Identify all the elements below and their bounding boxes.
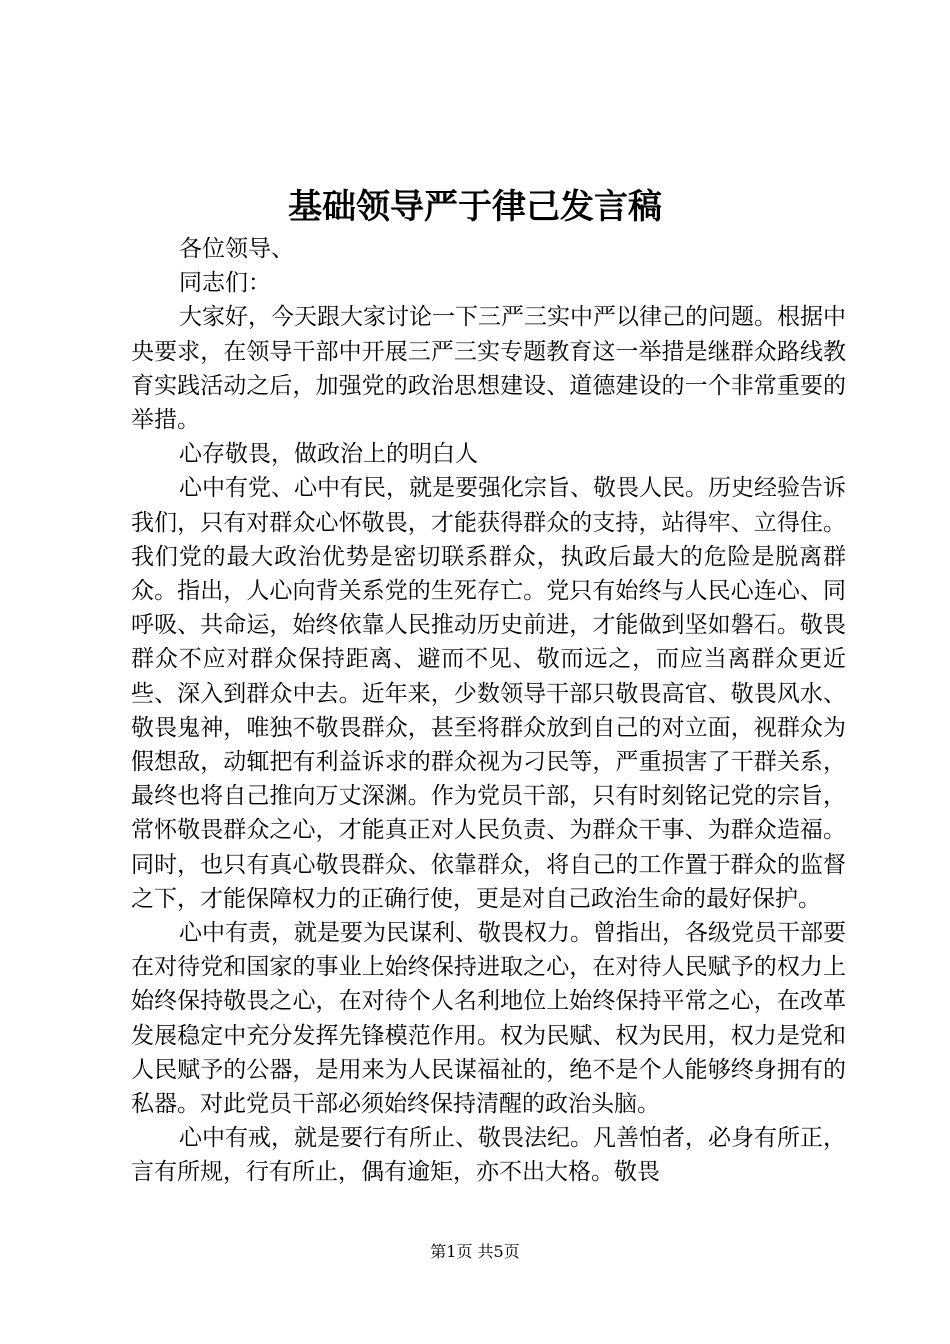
salutation-leaders: 各位领导、	[179, 236, 294, 262]
document-body	[131, 208, 846, 1190]
page-number-footer: 第1页 共5页	[430, 1242, 520, 1261]
paragraph-party-people: 心中有党、心中有民，就是要强化宗旨、敬畏人民。历史经验告诉我们，只有对群众心怀敬畏，才能获得群众的支持，站得牢、立得住。我们党的最大政治优势是密切联系群众，执政后最大的危险是脱离群众。指出，人心向背关系党的生死存亡。党只有始终与人民心连心、同呼吸、共命运，始终依靠人民推动历史前进，才能做到坚如磐石。敬畏群众不应对群众保持距离、避而不见、敬而远之，而应当离群众更近些、深入到群众中去。近年来，少数领导干部只敬畏高官、敬畏风水、敬畏鬼神，唯独不敬畏群众，甚至将群众放到自己的对立面，视群众为假想敌，动辄把有利益诉求的群众视为刁民等，严重损害了干群关系，最终也将自己推向万丈深渊。作为党员干部，只有时刻铭记党的宗旨，常怀敬畏群众之心，才能真正对人民负责、为群众干事、为群众造福。同时，也只有真心敬畏群众、依靠群众，将自己的工作置于群众的监督之下，才能保障权力的正确行使，更是对自己政治生命的最好保护。	[131, 475, 846, 912]
paragraph-intro: 大家好，今天跟大家讨论一下三严三实中严以律己的问题。根据中央要求，在领导干部中开展三严三实专题教育这一举措是继群众路线教育实践活动之后，加强党的政治思想建设、道德建设的一个非常重要的举措。	[131, 304, 846, 434]
paragraph-responsibility: 心中有责，就是要为民谋利、敬畏权力。曾指出，各级党员干部要在对待党和国家的事业上始终保持进取之心，在对待人民赋予的权力上始终保持敬畏之心，在对待个人名利地位上始终保持平常之心，在改革发展稳定中充分发挥先锋模范作用。权为民赋、权为民用，权力是党和人民赋予的公器，是用来为人民谋福祉的，绝不是个人能够终身拥有的私器。对此党员干部必须始终保持清醒的政治头脑。	[131, 920, 846, 1118]
document-title: 基础领导严于律己发言稿	[288, 187, 662, 227]
section-heading: 心存敬畏，做政治上的明白人	[179, 441, 478, 468]
paragraph-discipline: 心中有戒，就是要行有所止、敬畏法纪。凡善怕者，必身有所正，言有所规，行有所止，偶有逾矩，亦不出大格。敬畏	[131, 1125, 846, 1186]
salutation-comrades: 同志们：	[179, 270, 271, 297]
